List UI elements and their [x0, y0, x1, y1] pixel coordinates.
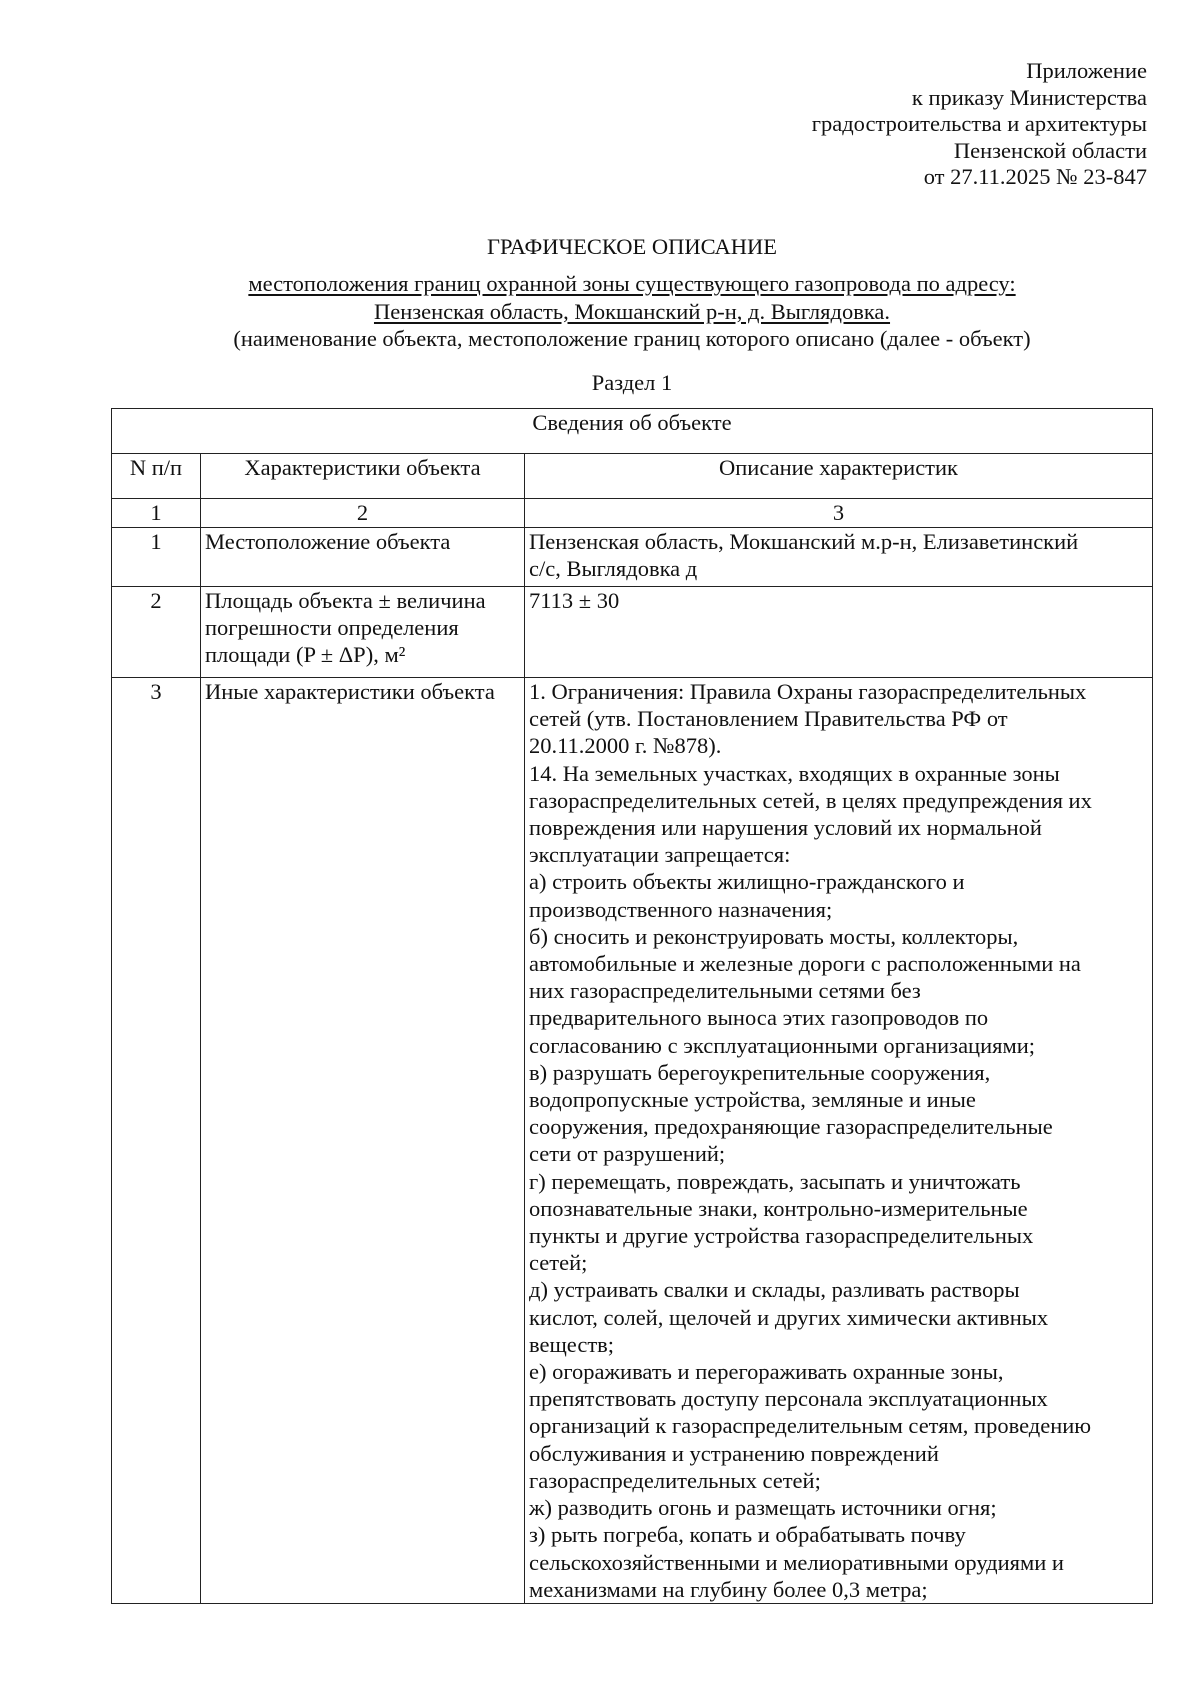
characteristic-description	[525, 678, 1153, 1604]
description-line: с/с, Выглядовка д	[529, 556, 698, 582]
description-line: 14. На земельных участках, входящих в охранные зоны	[529, 760, 1060, 786]
name-line: погрешности определения	[205, 615, 459, 641]
table-header-row	[112, 454, 1153, 499]
characteristic-description	[525, 587, 1153, 678]
header-line: к приказу Министерства	[911, 84, 1147, 110]
description-line: обслуживания и устранению повреждений	[529, 1440, 939, 1466]
column-number: 3	[525, 499, 1153, 528]
object-info-table	[111, 408, 1153, 1604]
description-line: е) огораживать и перегораживать охранные зоны,	[529, 1359, 1004, 1385]
description-line: препятствовать доступу персонала эксплуатационных	[529, 1386, 1048, 1412]
column-header: Описание характеристик	[525, 454, 1153, 499]
description-line: 7113 ± 30	[529, 588, 620, 613]
description-line: газораспределительных сетей;	[529, 1467, 821, 1493]
description-line: опознавательные знаки, контрольно-измерительные	[529, 1195, 1028, 1221]
description-line: сети от разрушений;	[529, 1141, 726, 1167]
description-line: д) устраивать свалки и склады, разливать растворы	[529, 1277, 1020, 1303]
characteristic-description	[525, 528, 1153, 587]
column-number: 2	[201, 499, 525, 528]
description-line: производственного назначения;	[529, 896, 833, 922]
description-line: Пензенская область, Мокшанский м.р-н, Елизаветинский	[529, 529, 1079, 554]
characteristic-name	[201, 587, 525, 678]
description-line: кислот, солей, щелочей и других химически активных	[529, 1304, 1049, 1330]
column-number-row	[112, 499, 1153, 528]
description-line: предварительного выноса этих газопроводов по	[529, 1005, 989, 1031]
header-line: от 27.11.2025 № 23-847	[923, 164, 1147, 189]
description-line: сельскохозяйственными и мелиоративными орудиями и	[529, 1549, 1064, 1575]
description-line: з) рыть погреба, копать и обрабатывать почву	[529, 1522, 966, 1548]
description-line: а) строить объекты жилищно-гражданского и	[529, 869, 965, 895]
description-line: сетей (утв. Постановлением Правительства РФ от	[529, 706, 1008, 732]
description-line: 20.11.2000 г. №878).	[529, 733, 722, 759]
description-line: организаций к газораспределительным сетям, проведению	[529, 1413, 1092, 1439]
subject-caption: (наименование объекта, местоположение границ которого описано (далее - объект)	[233, 326, 1031, 351]
header-line: Пензенской области	[953, 137, 1147, 163]
table-row	[112, 528, 1153, 587]
header-line: градостроительства и архитектуры	[811, 111, 1147, 136]
description-line: водопропускные устройства, земляные и иные	[529, 1087, 976, 1113]
row-number: 3	[112, 678, 201, 1604]
description-line: 1. Ограничения: Правила Охраны газораспределительных	[529, 679, 1087, 704]
table-row	[112, 678, 1153, 1604]
table-title-row	[112, 409, 1153, 454]
characteristic-name: Иные характеристики объекта	[201, 678, 525, 1604]
description-line: сооружения, предохраняющие газораспределительные	[529, 1114, 1053, 1140]
section-title: Раздел 1	[591, 370, 673, 395]
description-line: них газораспределительными сетями без	[529, 978, 921, 1004]
description-line: повреждения или нарушения условий их нормальной	[529, 815, 1042, 841]
subject-line: местоположения границ охранной зоны существующего газопровода по адресу:	[248, 271, 1016, 296]
description-line: пункты и другие устройства газораспределительных	[529, 1223, 1034, 1249]
document-title: ГРАФИЧЕСКОЕ ОПИСАНИЕ	[486, 234, 778, 259]
description-line: автомобильные и железные дороги с расположенными на	[529, 951, 1081, 977]
description-line: согласованию с эксплуатационными организациями;	[529, 1032, 1036, 1058]
description-line: эксплуатации запрещается:	[529, 842, 791, 868]
description-line: ж) разводить огонь и размещать источники огня;	[529, 1495, 997, 1521]
description-line: в) разрушать берегоукрепительные сооружения,	[529, 1059, 991, 1085]
row-number: 2	[112, 587, 201, 678]
description-line: г) перемещать, повреждать, засыпать и уничтожать	[529, 1168, 1021, 1194]
column-header: N п/п	[112, 454, 201, 499]
column-number: 1	[112, 499, 201, 528]
subject-line: Пензенская область, Мокшанский р-н, д. Выглядовка.	[373, 298, 891, 324]
column-header: Характеристики объекта	[201, 454, 525, 499]
table-row	[112, 587, 1153, 678]
description-line: веществ;	[529, 1331, 615, 1357]
header-line: Приложение	[1026, 58, 1147, 83]
name-line: Площадь объекта ± величина	[205, 588, 486, 613]
object-subject	[0, 270, 1200, 353]
description-line: газораспределительных сетей, в целях предупреждения их	[529, 787, 1092, 813]
characteristic-name: Местоположение объекта	[201, 528, 525, 587]
description-line: б) сносить и реконструировать мосты, коллекторы,	[529, 923, 1019, 949]
description-line: сетей;	[529, 1250, 588, 1276]
row-number: 1	[112, 528, 201, 587]
description-line: механизмами на глубину более 0,3 метра;	[529, 1576, 928, 1602]
table-title: Сведения об объекте	[112, 409, 1153, 454]
name-line: площади (P ± ΔP), м²	[205, 642, 406, 668]
approval-header	[812, 58, 1147, 191]
